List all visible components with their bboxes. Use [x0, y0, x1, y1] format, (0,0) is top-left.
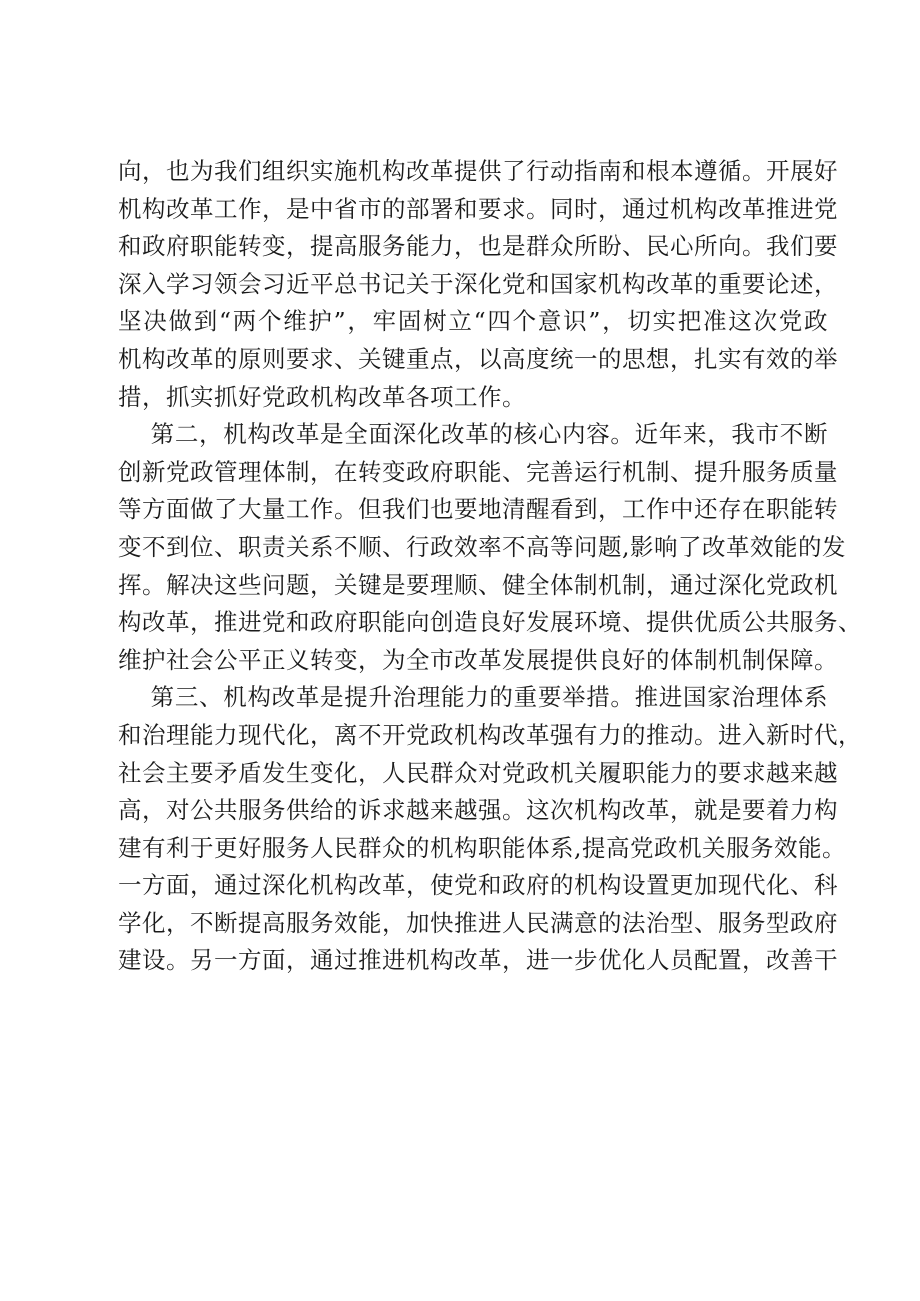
- document-body: [118, 153, 862, 980]
- text-line: 坚决做到“两个维护”，牢固树立“四个意识”，切实把准这次党政: [118, 307, 828, 336]
- text-line: 一方面，通过深化机构改革，使党和政府的机构设置更加现代化、科: [118, 871, 838, 900]
- text-line: 维护社会公平正义转变，为全市改革发展提供良好的体制机制保障。: [118, 645, 838, 674]
- text-line: 深入学习领会习近平总书记关于深化党和国家机构改革的重要论述，: [118, 269, 838, 298]
- text-line: 创新党政管理体制，在转变政府职能、完善运行机制、提升服务质量: [118, 457, 838, 486]
- paragraph-2: [118, 416, 862, 679]
- text-line: 和政府职能转变，提高服务能力，也是群众所盼、民心所向。我们要: [118, 232, 838, 261]
- text-line: 第二，机构改革是全面深化改革的核心内容。近年来，我市不断: [118, 420, 828, 449]
- text-line: 构改革，推进党和政府职能向创造良好发展环境、提供优质公共服务、: [118, 608, 862, 637]
- text-line: 措，抓实抓好党政机构改革各项工作。: [118, 382, 526, 411]
- text-line: 学化，不断提高服务效能，加快推进人民满意的法治型、服务型政府: [118, 908, 838, 937]
- paragraph-1: [118, 153, 838, 416]
- paragraph-3: [118, 679, 862, 980]
- text-line: 变不到位、职责关系不顺、行政效率不高等问题,影响了改革效能的发: [118, 532, 846, 561]
- text-line: 机构改革工作，是中省市的部署和要求。同时，通过机构改革推进党: [118, 194, 838, 223]
- text-line: 建设。另一方面，通过推进机构改革，进一步优化人员配置，改善干: [118, 946, 838, 975]
- text-line: 建有利于更好服务人民群众的机构职能体系,提高党政机关服务效能。: [118, 833, 846, 862]
- text-line: 等方面做了大量工作。但我们也要地清醒看到，工作中还存在职能转: [118, 495, 838, 524]
- text-line: 和治理能力现代化，离不开党政机构改革强有力的推动。进入新时代，: [118, 720, 862, 749]
- text-line: 社会主要矛盾发生变化，人民群众对党政机关履职能力的要求越来越: [118, 758, 838, 787]
- text-line: 高，对公共服务供给的诉求越来越强。这次机构改革，就是要着力构: [118, 796, 838, 825]
- text-line: 机构改革的原则要求、关键重点，以高度统一的思想，扎实有效的举: [118, 344, 838, 373]
- text-line: 向，也为我们组织实施机构改革提供了行动指南和根本遵循。开展好: [118, 157, 838, 185]
- text-line: 挥。解决这些问题，关键是要理顺、健全体制机制，通过深化党政机: [118, 570, 838, 599]
- text-line: 第三、机构改革是提升治理能力的重要举措。推进国家治理体系: [118, 683, 828, 712]
